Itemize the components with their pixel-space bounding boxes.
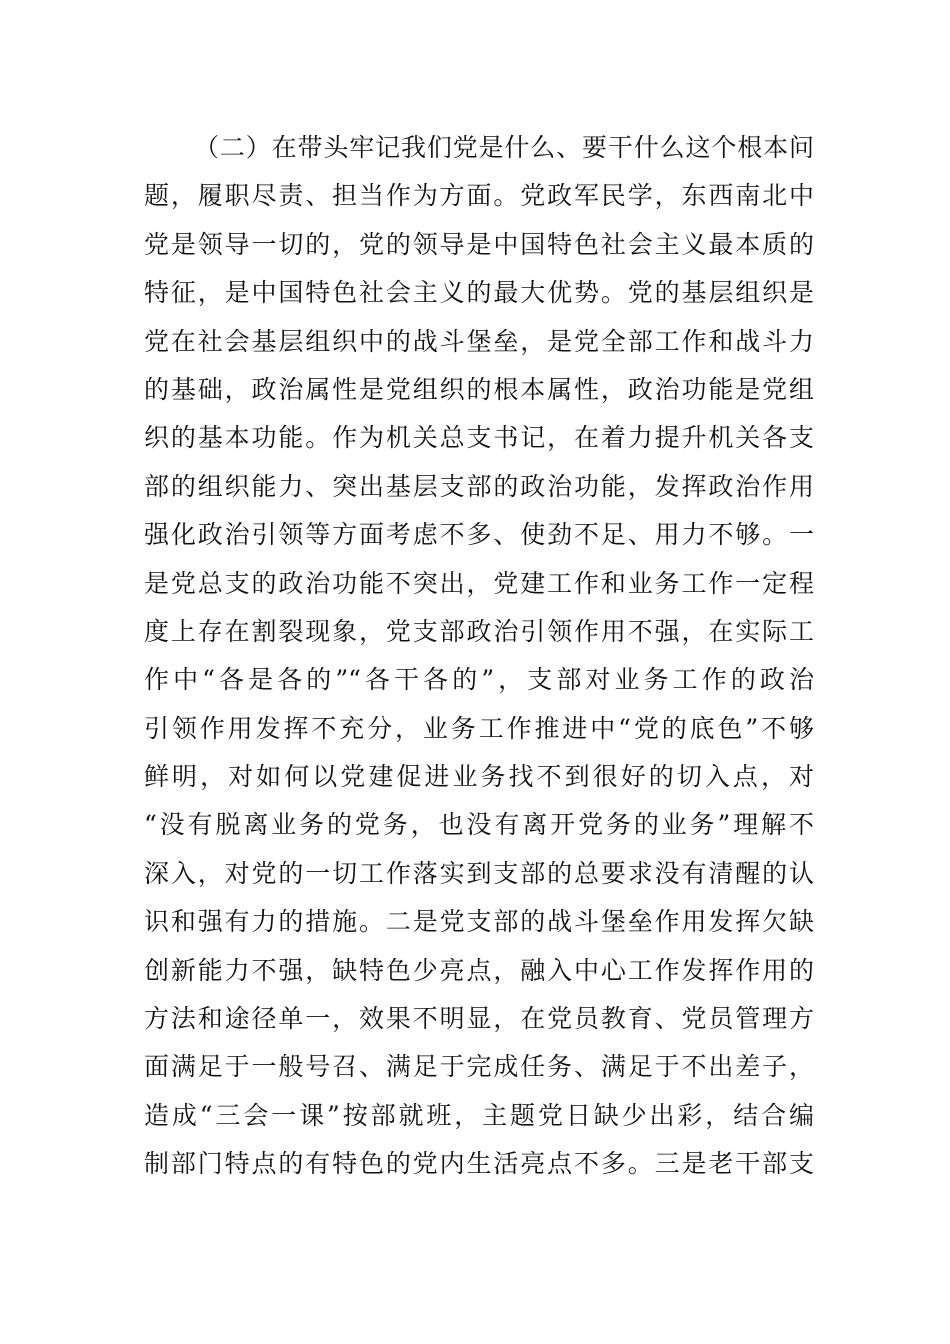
paragraph-line: 是党总支的政治功能不突出，党建工作和业务工作一定程 bbox=[144, 568, 814, 598]
paragraph-line: 度上存在割裂现象，党支部政治引领作用不强，在实际工 bbox=[144, 616, 814, 646]
paragraph-line: 鲜明，对如何以党建促进业务找不到很好的切入点，对 bbox=[144, 762, 814, 792]
paragraph-line: 党是领导一切的，党的领导是中国特色社会主义最本质的 bbox=[144, 229, 814, 259]
paragraph-line: 强化政治引领等方面考虑不多、使劲不足、用力不够。一 bbox=[144, 520, 814, 550]
paragraph-line: 党在社会基层组织中的战斗堡垒，是党全部工作和战斗力 bbox=[144, 326, 814, 356]
paragraph-line: 面满足于一般号召、满足于完成任务、满足于不出差子， bbox=[144, 1052, 814, 1082]
paragraph-line: “没有脱离业务的党务，也没有离开党务的业务”理解不 bbox=[144, 810, 814, 840]
paragraph-line: （二）在带头牢记我们党是什么、要干什么这个根本问 bbox=[194, 133, 814, 162]
paragraph-line: 题，履职尽责、担当作为方面。党政军民学，东西南北中 bbox=[144, 181, 814, 211]
paragraph-line: 织的基本功能。作为机关总支书记，在着力提升机关各支 bbox=[144, 423, 814, 453]
paragraph-line: 方法和途径单一，效果不明显，在党员教育、党员管理方 bbox=[144, 1004, 814, 1034]
paragraph-line: 创新能力不强，缺特色少亮点，融入中心工作发挥作用的 bbox=[144, 955, 814, 985]
paragraph-line: 造成“三会一课”按部就班，主题党日缺少出彩，结合编 bbox=[144, 1100, 814, 1130]
body-paragraph bbox=[144, 124, 814, 1189]
paragraph-line: 的基础，政治属性是党组织的根本属性，政治功能是党组 bbox=[144, 374, 814, 404]
paragraph-line: 识和强有力的措施。二是党支部的战斗堡垒作用发挥欠缺 bbox=[144, 907, 814, 937]
paragraph-line: 作中“各是各的”“各干各的”，支部对业务工作的政治 bbox=[144, 665, 814, 695]
paragraph-line: 部的组织能力、突出基层支部的政治功能，发挥政治作用 bbox=[144, 471, 814, 501]
paragraph-line: 引领作用发挥不充分，业务工作推进中“党的底色”不够 bbox=[144, 713, 814, 743]
paragraph-line: 制部门特点的有特色的党内生活亮点不多。三是老干部支 bbox=[144, 1149, 814, 1179]
paragraph-line: 特征，是中国特色社会主义的最大优势。党的基层组织是 bbox=[144, 278, 814, 308]
paragraph-line: 深入，对党的一切工作落实到支部的总要求没有清醒的认 bbox=[144, 858, 814, 888]
